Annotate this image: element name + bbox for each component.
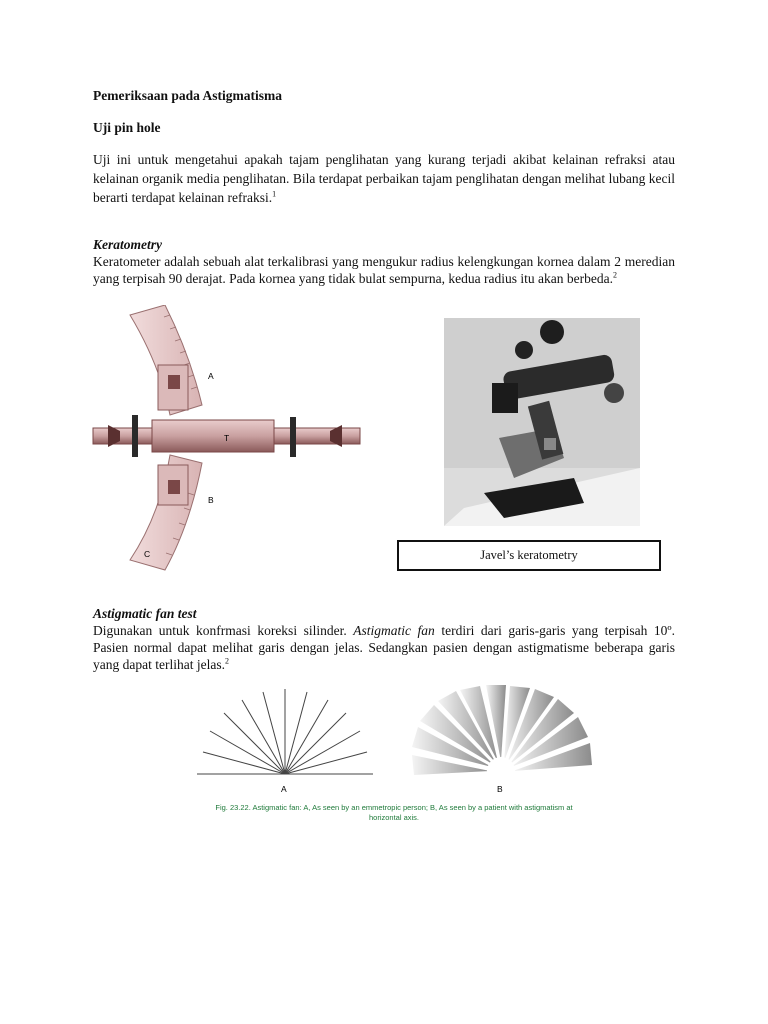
fan-text-1: Digunakan untuk konfrmasi koreksi silinder. — [93, 623, 354, 638]
diagram-label-b: B — [208, 495, 214, 505]
fan-label-a: A — [281, 784, 287, 794]
diagram-label-t: T — [224, 433, 230, 443]
pinhole-paragraph — [93, 150, 675, 207]
keratometer-diagram — [90, 305, 370, 580]
fan-paragraph — [93, 622, 675, 673]
page-title: Pemeriksaan pada Astigmatisma — [93, 88, 282, 103]
pinhole-heading: Uji pin hole — [93, 120, 161, 135]
pinhole-text: Uji ini untuk mengetahui apakah tajam penglihatan yang kurang terjadi akibat kelainan refraksi atau kelainan organik media penglihatan. Bila terdapat perbaikan tajam penglihatan dengan melihat lubang kecil berarti terdapat kelainan refraksi. — [93, 152, 675, 205]
fan-heading: Astigmatic fan test — [93, 606, 197, 621]
figure-caption — [180, 803, 608, 823]
pinhole-ref: 1 — [272, 189, 277, 199]
fan-diagram-b — [408, 685, 593, 795]
keratometry-paragraph — [93, 253, 675, 287]
fan-diagram-a — [195, 685, 375, 795]
diagram-label-a: A — [208, 371, 214, 381]
fan-text-2: terdiri dari garis-garis yang terpisah 10º. Pasien normal dapat melihat garis dengan jelas. Sedangkan pasien dengan astigmatisme beberapa garis yang dapat terlihat jelas. — [93, 623, 675, 672]
fan-label-b: B — [497, 784, 503, 794]
fan-text-italic: Astigmatic fan — [353, 623, 435, 638]
photo-caption: Javel’s keratometry — [397, 540, 661, 571]
keratometer-photo — [444, 318, 640, 526]
keratometry-heading: Keratometry — [93, 237, 162, 252]
figure-caption-line1: Fig. 23.22. Astigmatic fan: A, As seen by an emmetropic person; B, As seen by a patient with astigmatism at — [215, 803, 573, 812]
keratometry-ref: 2 — [612, 270, 617, 280]
fan-ref: 2 — [224, 656, 229, 666]
diagram-label-c: C — [144, 549, 151, 559]
keratometry-text: Keratometer adalah sebuah alat terkalibrasi yang mengukur radius kelengkungan kornea dalam 2 meredian yang terpisah 90 derajat. Pada kornea yang tidak bulat sempurna, kedua radius itu akan berbeda. — [93, 254, 675, 286]
figure-caption-line2: horizontal axis. — [368, 813, 420, 822]
